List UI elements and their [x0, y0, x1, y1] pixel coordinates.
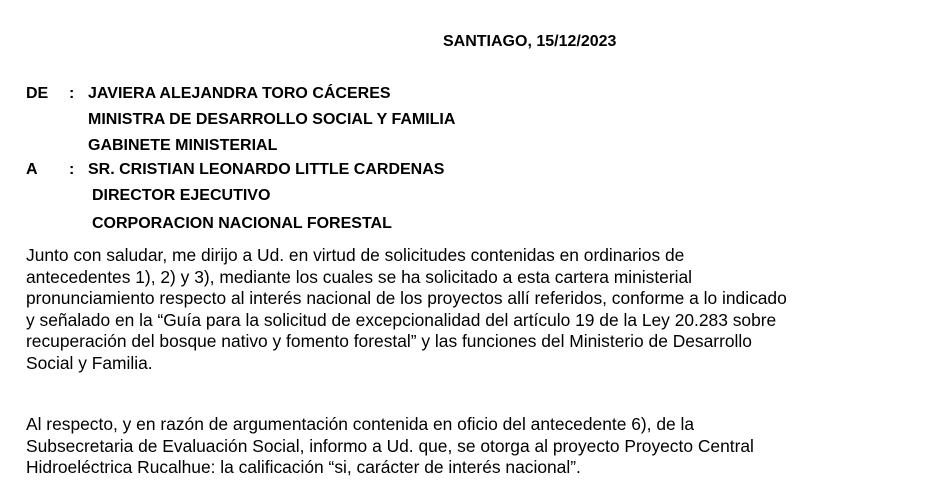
recipient-title: DIRECTOR EJECUTIVO [92, 187, 271, 204]
sender-office: GABINETE MINISTERIAL [88, 137, 278, 154]
paragraph-line: pronunciamiento respecto al interés nacional de los proyectos allí referidos, conforme a lo indicado [26, 288, 787, 309]
paragraph-line: Junto con saludar, me dirijo a Ud. en virtud de solicitudes contenidas en ordinarios de [26, 245, 685, 265]
body-paragraph-2 [26, 414, 916, 479]
sender-title: MINISTRA DE DESARROLLO SOCIAL Y FAMILIA [88, 111, 456, 128]
paragraph-line: Hidroeléctrica Rucalhue: la calificación “si, carácter de interés nacional”. [26, 457, 581, 478]
paragraph-line: y señalado en la “Guía para la solicitud de excepcionalidad del artículo 19 de la Ley 20.283 sobre [26, 309, 777, 330]
paragraph-line: antecedentes 1), 2) y 3), mediante los cuales se ha solicitado a esta cartera ministerial [26, 266, 693, 287]
a-label: A [26, 161, 38, 178]
de-label: DE [26, 85, 49, 102]
paragraph-line: Subsecretaria de Evaluación Social, informo a Ud. que, se otorga al proyecto Proyecto Central [26, 435, 754, 456]
paragraph-line: recuperación del bosque nativo y fomento forestal” y las funciones del Ministerio de Desarrollo [26, 331, 752, 352]
recipient-organization: CORPORACION NACIONAL FORESTAL [92, 215, 392, 232]
de-colon: : [69, 85, 75, 102]
sender-name: JAVIERA ALEJANDRA TORO CÁCERES [88, 85, 391, 102]
document-date: SANTIAGO, 15/12/2023 [443, 33, 617, 50]
a-colon: : [69, 161, 75, 178]
paragraph-line: Social y Familia. [26, 352, 153, 373]
body-paragraph-1 [26, 245, 916, 375]
paragraph-line: Al respecto, y en razón de argumentación contenida en oficio del antecedente 6), de la [26, 414, 695, 434]
recipient-name: SR. CRISTIAN LEONARDO LITTLE CARDENAS [88, 161, 445, 178]
